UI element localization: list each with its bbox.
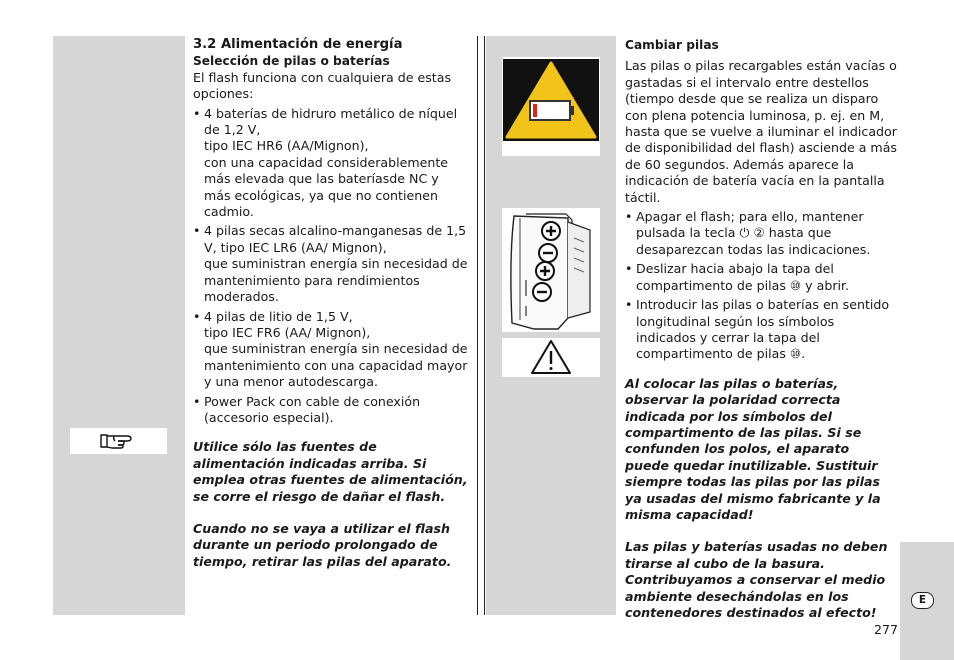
list-item: • 4 pilas de litio de 1,5 V, tipo IEC FR6 (AA/ Mignon), que suministran energía sin necesidad de mantenimiento con una capacidad mayor y una menor autodescarga. <box>193 309 468 391</box>
power-source-note: Utilice sólo las fuentes de alimentación indicadas arriba. Si emplea otras fuentes de alimentación, se corre el riesgo de dañar el flash. <box>193 439 468 504</box>
battery-warning-icon <box>502 141 600 156</box>
disposal-note: Las pilas y baterías usadas no deben tirarse al cubo de la basura. Contribuyamos a conservar el medio ambiente desechándolas en los contenedores destinados al efecto! <box>625 539 888 620</box>
section-title: 3.2 Alimentación de energía <box>193 37 403 52</box>
section-intro: El flash funciona con cualquiera de estas opciones: <box>193 69 452 102</box>
storage-note: Cuando no se vaya a utilizar el flash durante un periodo prolongado de tiempo, retirar las pilas del aparato. <box>193 520 452 569</box>
caution-box <box>502 338 600 377</box>
list-item: • Deslizar hacia abajo la tapa del compartimento de pilas ⑩ y abrir. <box>625 261 897 294</box>
change-intro: Las pilas o pilas recargables están vacías o gastadas si el intervalo entre destellos (tiempo desde que se realiza un disparo con plena potencia luminosa, p. ej. en M, hasta que se vuelve a iluminar el indicador de disponibilidad del flash) asciende a más de 60 segundos. Además aparece la indicación de batería vacía en la pantalla táctil. <box>625 58 897 205</box>
list-item: • Power Pack con cable de conexión (accesorio especial). <box>193 394 468 427</box>
list-item: • Introducir las pilas o baterías en sentido longitudinal según los símbolos indicados y cerrar la tapa del compartimento de pilas ⑩. <box>625 297 897 363</box>
polarity-warning: Al colocar las pilas o baterías, observar la polaridad correcta indicada por los símbolos del compartimento de las pilas. Si se confunden los polos, el aparato puede quedar inutilizable. Sustituir siempre todas las pilas por las pilas ya usadas del mismo fabricante y la misma capacidad! <box>625 375 881 522</box>
column-divider-right <box>484 36 485 615</box>
change-steps-list <box>625 209 897 363</box>
power-supply-column <box>193 37 468 570</box>
column-divider-left <box>477 36 478 615</box>
hand-pointing-icon <box>70 439 167 454</box>
battery-warning-box <box>502 57 600 156</box>
left-margin-band <box>53 36 185 615</box>
change-title: Cambiar pilas <box>625 38 719 52</box>
battery-compartment-icon <box>502 317 600 332</box>
language-badge: E <box>911 592 934 609</box>
list-item: • 4 pilas secas alcalino-manganesas de 1,5 V, tipo IEC LR6 (AA/ Mignon), que suministran energía sin necesidad de mantenimiento para rendimientos moderados. <box>193 223 468 305</box>
list-item: • 4 baterías de hidruro metálico de níquel de 1,2 V, tipo IEC HR6 (AA/Mignon), con una capacidad considerablemente más elevada que las bateríasde NC y más ecológicas, ya que no contienen cadmio. <box>193 106 468 221</box>
section-subtitle: Selección de pilas o baterías <box>193 54 390 69</box>
list-item: • Apagar el flash; para ello, mantener pulsada la tecla ⏻ ② hasta que desaparezcan todas las indicaciones. <box>625 209 897 258</box>
change-batteries-column <box>625 37 897 621</box>
caution-icon <box>502 362 600 377</box>
battery-compartment-box <box>502 208 600 332</box>
hand-note-box <box>70 428 167 454</box>
page-number: 277 <box>873 622 898 637</box>
power-options-list <box>193 106 468 427</box>
